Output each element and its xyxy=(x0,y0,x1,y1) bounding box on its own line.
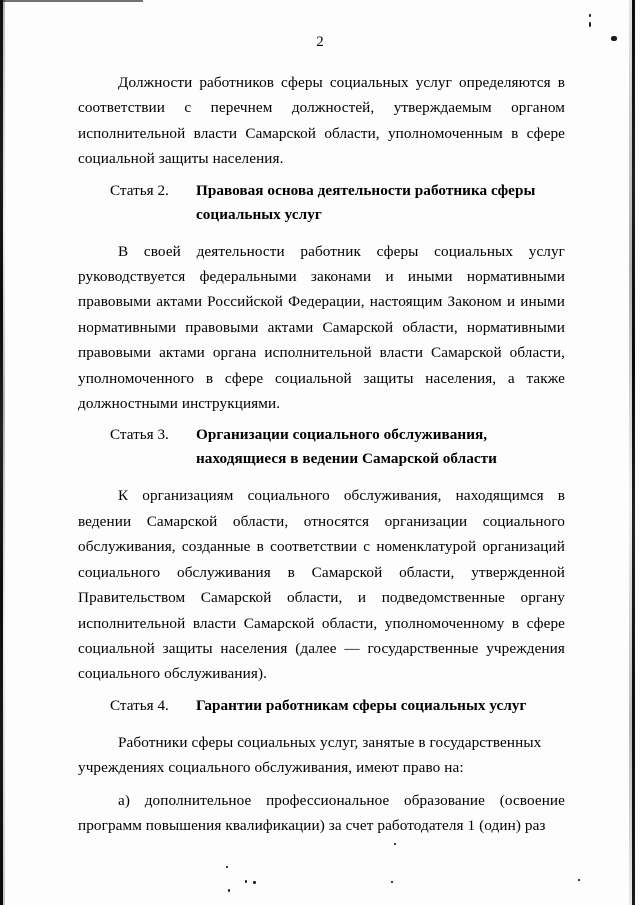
article-4-heading xyxy=(78,694,565,718)
spacer xyxy=(78,471,565,483)
spacer xyxy=(78,416,565,423)
paragraph-article-2-body: В своей деятельности работник сферы социальных услуг руководствуется федеральными законами и иными нормативными правовыми актами Российской Федерации, настоящим Законом и иными нормативными правовыми актами Самарской области, нормативными правовыми актами органа исполнительной власти Самарской области, уполномоченного в сфере социальной защиты населения, а также должностными инструкциями. xyxy=(78,242,565,413)
article-3-label: Статья 3. xyxy=(110,426,169,444)
spacer xyxy=(78,172,565,179)
article-4-title: Гарантии работникам сферы социальных услуг xyxy=(196,696,527,714)
spacer xyxy=(78,227,565,239)
article-3-title: Организации социального обслуживания, находящиеся в ведении Самарской области xyxy=(196,426,497,468)
page-number: 2 xyxy=(316,34,324,50)
scan-speck xyxy=(589,14,591,17)
scan-speck xyxy=(226,866,228,868)
scan-speck xyxy=(228,889,230,892)
list-item-a: а) дополнительное профессиональное образование (освоение программ повышения квалификации) за счет работодателя 1 (один) раз xyxy=(78,791,565,834)
article-3-heading xyxy=(78,423,565,471)
paragraph-article-4-body: Работники сферы социальных услуг, занятые в государственных учреждениях социального обслуживания, имеют право на: xyxy=(78,733,542,777)
spacer xyxy=(78,718,565,730)
scan-edge-left-shadow xyxy=(3,0,5,905)
article-4-label: Статья 4. xyxy=(110,696,169,714)
article-2-label: Статья 2. xyxy=(110,181,169,199)
paragraph-article-3-body: К организациям социального обслуживания, находящимся в ведении Самарской области, относятся организации социального обслуживания, созданные в соответствии с номенклатурой организаций социального обслуживания в Самарской области, утвержденной Правительством Самарской области, и подведомственные органу исполнительной власти Самарской области, уполномоченному в сфере социальной защиты населения (далее — государственные учреждения социального обслуживания). xyxy=(78,487,565,683)
scan-edge-top-artifact xyxy=(3,0,143,2)
article-2-title: Правовая основа деятельности работника сферы социальных услуг xyxy=(196,181,536,223)
paragraph-positions-of-workers: Должности работников сферы социальных услуг определяются в соответствии с перечнем должностей, утверждаемым органом исполнительной власти Самарской области, уполномоченным в сфере социальной защиты населения. xyxy=(78,74,565,168)
spacer xyxy=(78,781,565,788)
scan-speck xyxy=(578,879,580,881)
scan-speck xyxy=(391,881,393,883)
scan-speck xyxy=(253,881,256,884)
scan-speck xyxy=(394,843,396,845)
scan-edge-right-artifact xyxy=(632,0,635,905)
scan-speck xyxy=(245,880,247,883)
spacer xyxy=(78,687,565,694)
scan-speck xyxy=(589,22,591,27)
document-body xyxy=(78,70,565,838)
article-2-heading xyxy=(78,179,565,227)
